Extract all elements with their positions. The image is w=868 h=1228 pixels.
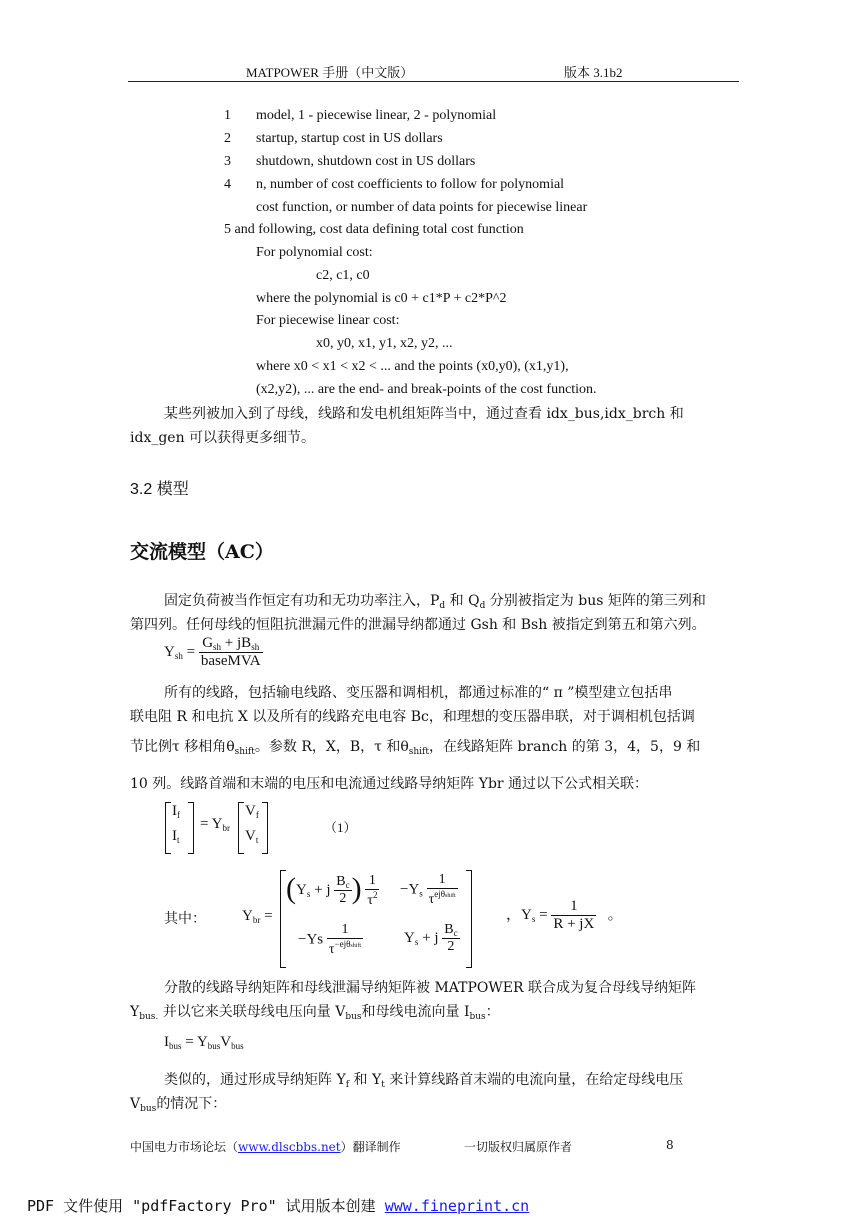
list-item-text: 5 and following, cost data defining total cost function xyxy=(224,222,524,237)
paragraph-line: 第四列。任何母线的恒阻抗泄漏元件的泄漏导纳都通过 Gsh 和 Bsh 被指定到第五和第六列。 xyxy=(130,617,706,633)
footer-middle: 一切版权归属原作者 xyxy=(464,1140,573,1154)
header-rule xyxy=(128,81,739,82)
paragraph-line: 固定负荷被当作恒定有功和无功功率注入，$P_d$ 和 $Q_d$ 分别被指定为 bus 矩阵的第三列和 xyxy=(164,593,706,611)
ys-equation: ，$Y_s$ = $\frac{1}{R + jX}$ 。 xyxy=(506,898,623,932)
eq1-vt: $V_t$ xyxy=(245,828,259,845)
header-version: 版本 3.1b2 xyxy=(564,65,623,80)
eq1-label: （1） xyxy=(324,820,357,835)
matrix-a22: $Y_s + j$ $\frac{B_c}{2}$ xyxy=(404,922,458,954)
eq1-if: $I_f$ xyxy=(172,803,180,820)
list-item-text: where the polynomial is c0 + c1*P + c2*P^2 xyxy=(256,291,507,306)
list-item-text: n, number of cost coefficients to follow for polynomial xyxy=(256,177,565,192)
list-item: 1 xyxy=(224,108,231,123)
paragraph-line: 分散的线路导纳矩阵和母线泄漏导纳矩阵被 MATPOWER 联合成为复合母线导纳矩阵 xyxy=(164,980,696,996)
eq1-vf: $V_f$ xyxy=(245,803,259,820)
paragraph-line: idx_gen 可以获得更多细节。 xyxy=(130,430,316,446)
paragraph-line: 类似的，通过形成导纳矩阵 $Y_f$ 和 $Y_t$ 来计算线路首末端的电流向量，在给定母线电压 xyxy=(164,1072,684,1090)
paragraph-line: 10 列。线路首端和末端的电压和电流通过线路导纳矩阵 Ybr 通过以下公式相关联： xyxy=(130,776,649,792)
paragraph-line: 节比例τ 移相角$\theta_{shift}$。参数 R，X，B，τ 和$\theta_{shift}$，在线路矩阵 branch 的第 3，4，5，9 和 xyxy=(130,739,701,757)
list-item-text: (x2,y2), ... are the end- and break-points of the cost function. xyxy=(256,382,597,397)
paragraph-line: $Y_{bus.}$ 并以它来关联母线电压向量 $V_{bus}$和母线电流向量 $I_{bus}$： xyxy=(130,1004,500,1022)
paragraph-line: 所有的线路，包括输电线路、变压器和调相机，都通过标准的“ π ”模型建立包括串 xyxy=(164,685,673,701)
list-item: 4 xyxy=(224,177,231,192)
list-item: 3 xyxy=(224,154,231,169)
ybr-lhs: $Y_{br}$ = xyxy=(242,908,273,925)
list-item-text: shutdown, shutdown cost in US dollars xyxy=(256,154,476,169)
pdf-watermark: PDF 文件使用 "pdfFactory Pro" 试用版本创建 www.fineprint.cn xyxy=(27,1197,530,1215)
header-title: MATPOWER 手册（中文版） xyxy=(246,65,414,80)
list-item-text: startup, startup cost in US dollars xyxy=(256,131,443,146)
paragraph-line: 联电阻 R 和电抗 X 以及所有的线路充电电容 Bc，和理想的变压器串联，对于调相机包括调 xyxy=(130,709,695,725)
list-item-text: x0, y0, x1, y1, x2, y2, ... xyxy=(316,336,453,351)
equation-ysh: $Y_{sh}$ = $\frac{G_{sh} + jB_{sh}}{\text{baseMVA}}$ xyxy=(164,635,261,669)
page-number: 8 xyxy=(666,1138,674,1152)
section-heading: 3.2 模型 xyxy=(130,481,189,498)
list-item-text: cost function, or number of data points for piecewise linear xyxy=(256,200,588,215)
list-item-text: model, 1 - piecewise linear, 2 - polynomial xyxy=(256,108,497,123)
list-item-text: c2, c1, c0 xyxy=(316,268,370,283)
matrix-a11: ($Y_s + j$ $\frac{B_c}{2}$ ) $\frac{1}{\tau^2}$ xyxy=(286,872,378,908)
footer-left: 中国电力市场论坛（www.dlscbbs.net）翻译制作 xyxy=(130,1140,401,1154)
footer-link[interactable]: www.dlscbbs.net xyxy=(238,1140,341,1154)
paragraph-line: $V_{bus}$的情况下： xyxy=(130,1096,227,1114)
list-item-text: For polynomial cost: xyxy=(256,245,373,260)
subsection-heading: 交流模型（AC） xyxy=(130,541,274,563)
matrix-a12: $-Y_s$ $\frac{1}{\tau^{ej\theta shift}}$ xyxy=(400,872,456,907)
eq1-ybr: = $Y_{br}$ xyxy=(200,816,230,833)
list-item: 2 xyxy=(224,131,231,146)
list-item-text: For piecewise linear cost: xyxy=(256,313,400,328)
watermark-link[interactable]: www.fineprint.cn xyxy=(384,1197,530,1215)
list-item-text: where x0 < x1 < x2 < ... and the points (x0,y0), (x1,y1), xyxy=(256,359,569,374)
eq1-it: $I_t$ xyxy=(172,828,180,845)
equation-ibus: $I_{bus} = Y_{bus}V_{bus}$ xyxy=(164,1034,244,1051)
where-label: 其中： xyxy=(164,911,206,927)
matrix-a21: −Ys $\frac{1}{\tau^{-ej\theta shift}}$ xyxy=(298,922,362,957)
paragraph-line: 某些列被加入到了母线，线路和发电机组矩阵当中，通过查看 idx_bus,idx_brch 和 xyxy=(164,406,684,422)
